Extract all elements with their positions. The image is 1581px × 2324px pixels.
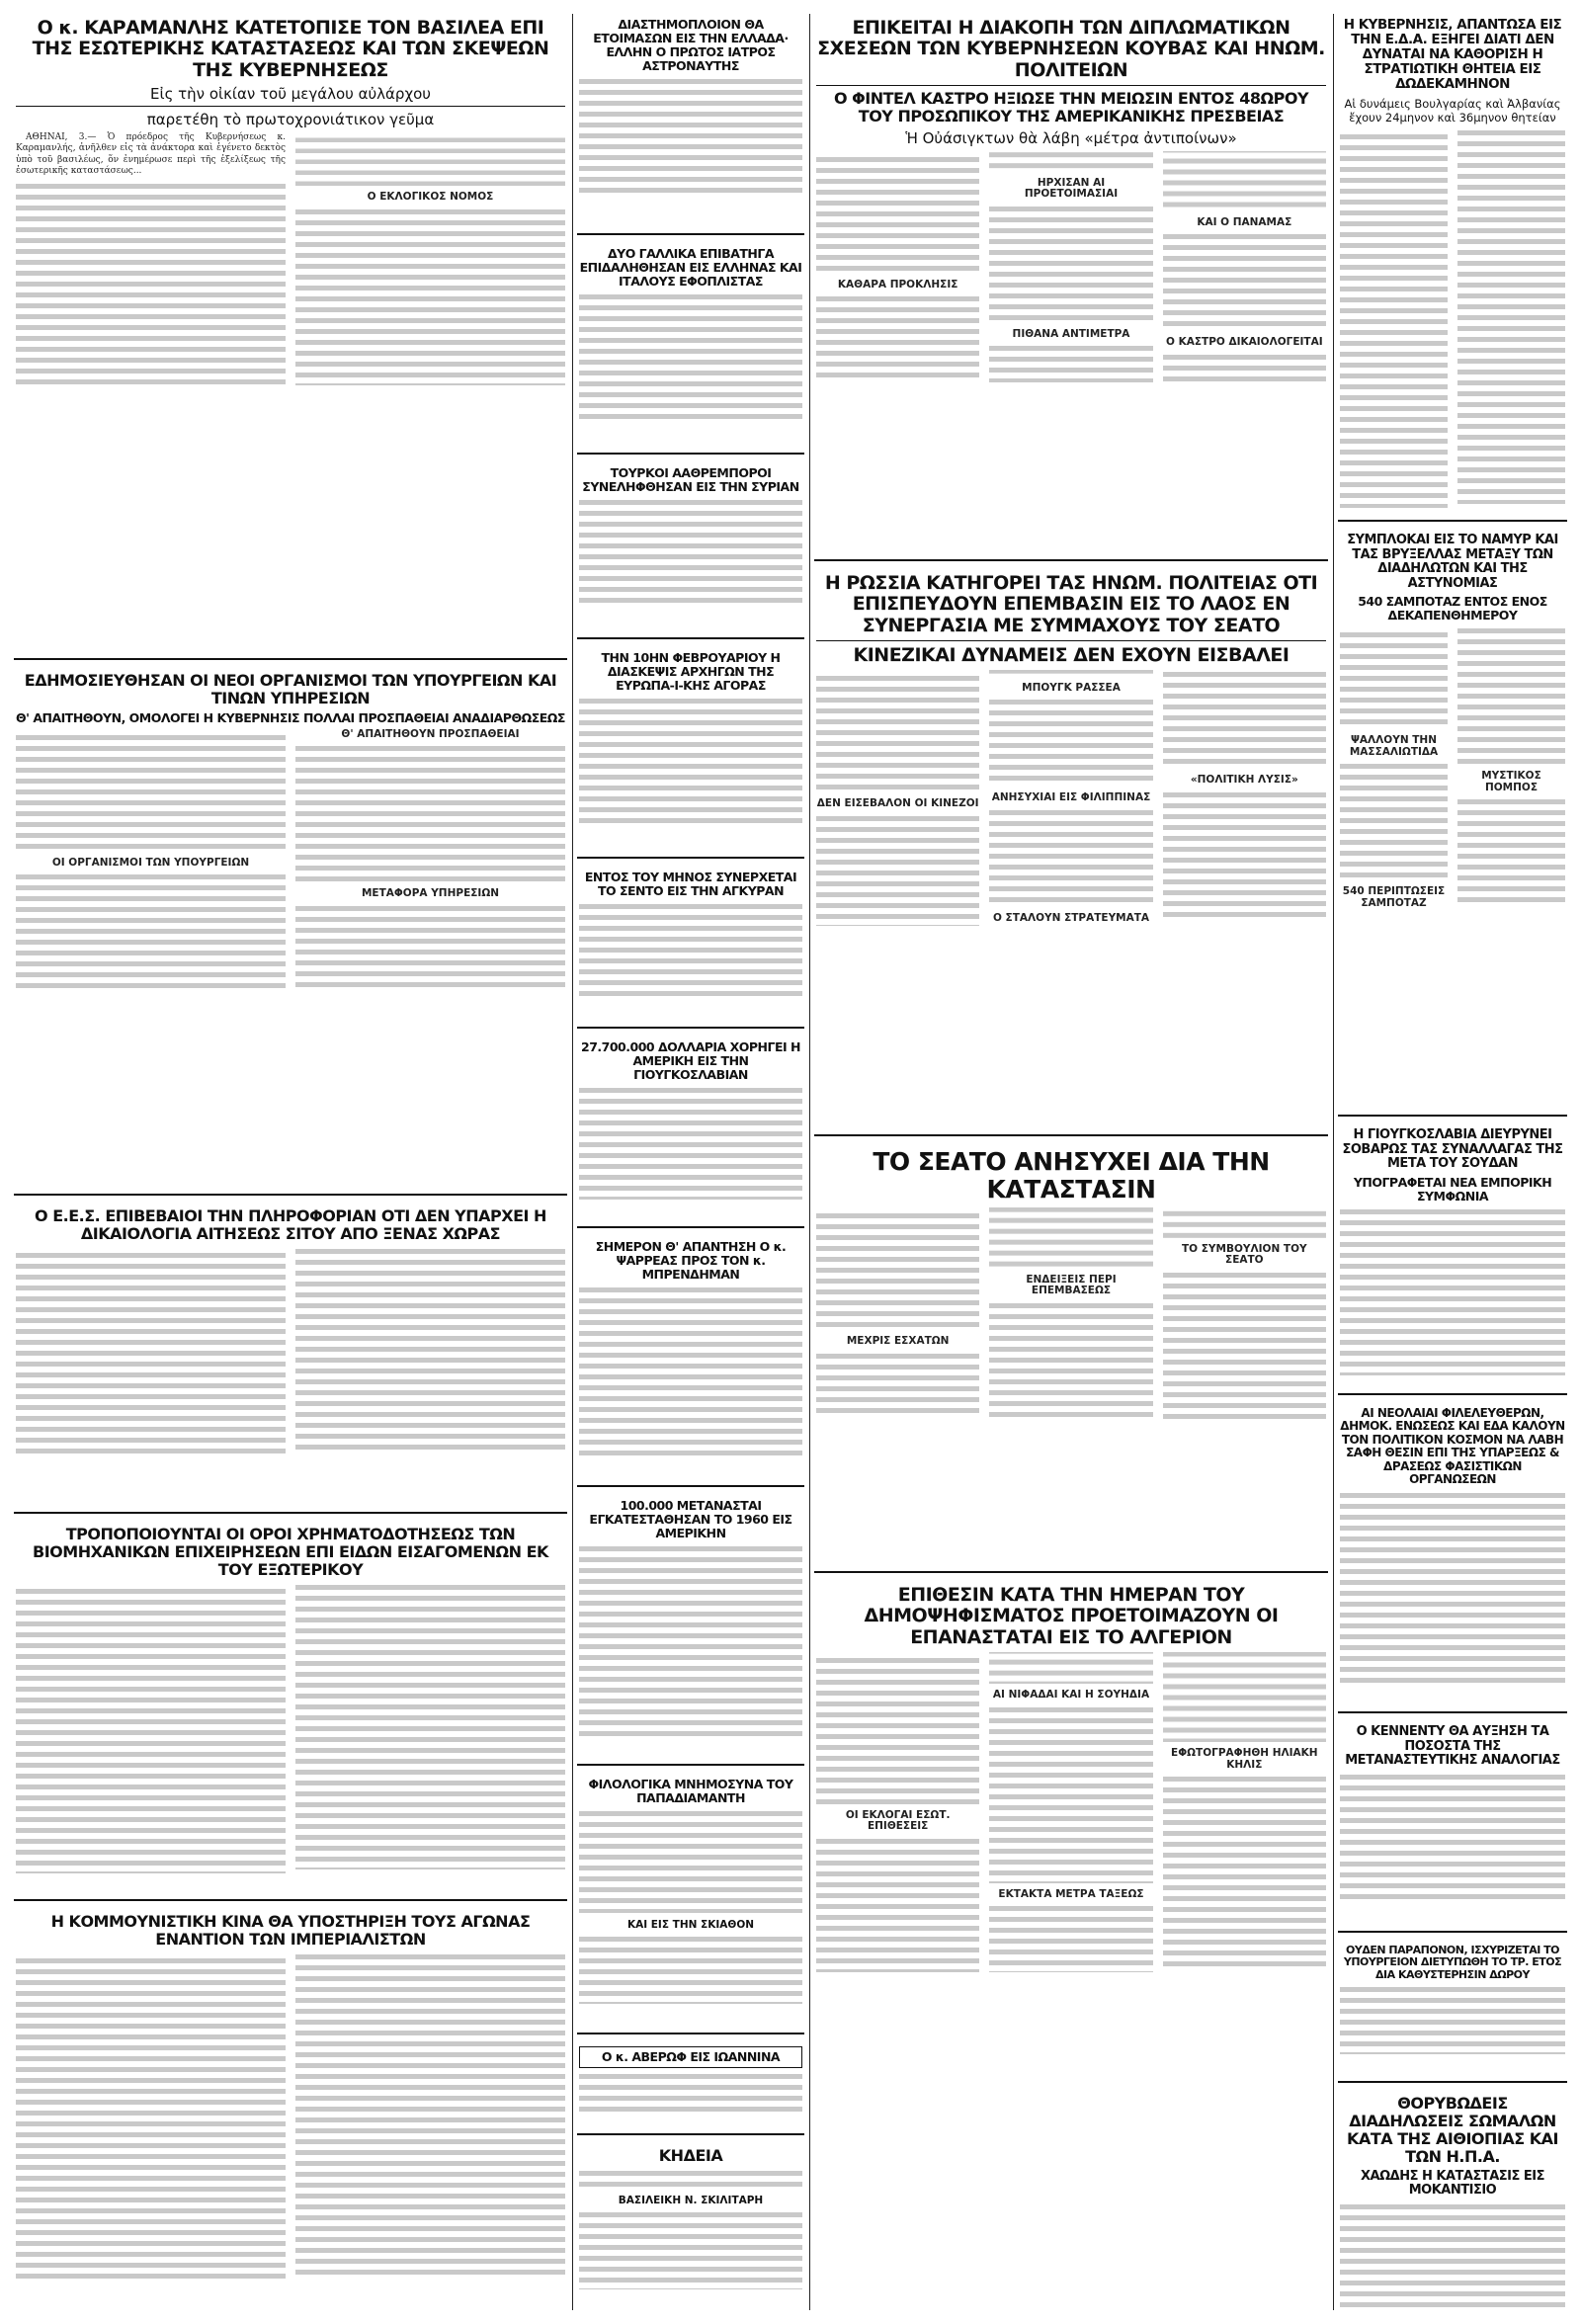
article-headline: ΤΗΝ 10ΗΝ ΦΕΒΡΟΥΑΡΙΟΥ Η ΔΙΑΣΚΕΨΙΣ ΑΡΧΗΓΩΝ ΤΗΣ ΕΥΡΩΠΑ-Ι-ΚΗΣ ΑΓΟΡΑΣ <box>601 650 781 693</box>
article-text-block <box>295 904 565 993</box>
article-subhead: ΚΑΘΑΡΑ ΠΡΟΚΛΗΣΙΣ <box>837 278 958 290</box>
article-text-block <box>16 1587 286 1873</box>
article-subhead: ΨΑΛΛΟΥΝ ΤΗΝ ΜΑΣΣΑΛΙΩΤΙΔΑ <box>1349 734 1439 758</box>
article-diastimoploion <box>577 14 804 235</box>
column-2 <box>577 14 804 2310</box>
article-body <box>1340 626 1565 910</box>
article-dollaria <box>577 1037 804 1228</box>
article-kideia <box>577 2143 804 2303</box>
article-text-block <box>1163 1775 1326 1972</box>
article-subhead: «ΠΟΛΙΤΙΚΗ ΛΥΣΙΣ» <box>1190 774 1298 787</box>
article-karamanlis <box>14 14 567 660</box>
article-headline: ΕΔΗΜΟΣΙΕΥΘΗΣΑΝ ΟΙ ΝΕΟΙ ΟΡΓΑΝΙΣΜΟΙ ΤΩΝ ΥΠΟΥΡΓΕΙΩΝ ΚΑΙ ΤΙΝΩΝ ΥΠΗΡΕΣΙΩΝ <box>24 671 557 707</box>
article-text-block <box>579 2210 802 2289</box>
article-deck: παρετέθη τὸ πρωτοχρονιάτικον γεῦμα <box>146 110 435 128</box>
article-text-block <box>295 1247 565 1454</box>
article-paragraph: ΑΘΗΝΑΙ, 3.— Ὁ πρόεδρος τῆς Κυβερνήσεως κ. Καραμανλής, ἀνῆλθεν εἰς τὰ ἀνάκτορα καὶ ἐγένετο δεκτὸς ὑπὸ τοῦ βασιλέως, ὅν ἐνημέρωσε περὶ τῆς ἐξελίξεως τῆς ἐσωτερικῆς καταστάσεως... <box>16 131 286 177</box>
article-text-block <box>1340 1491 1565 1689</box>
article-body <box>16 1952 565 2282</box>
article-text-block <box>1340 1773 1565 1901</box>
kideia-name: ΒΑΣΙΛΕΙΚΗ Ν. ΣΚΙΛΙΤΑΡΗ <box>618 2194 764 2206</box>
article-text-block <box>816 674 979 792</box>
article-neolaiai <box>1338 1403 1567 1713</box>
article-subhead: ΑΙ ΝΙΦΑΔΑΙ ΚΑΙ Η ΣΟΥΗΔΙΑ <box>992 1689 1150 1702</box>
article-text-block <box>295 744 565 882</box>
article-tourkoi <box>577 462 804 639</box>
article-gallika-epivatiga <box>577 243 804 455</box>
article-text-block <box>579 77 802 196</box>
article-text-block <box>816 1211 979 1330</box>
article-headline: ΕΠΙΚΕΙΤΑΙ Η ΔΙΑΚΟΠΗ ΤΩΝ ΔΙΠΛΩΜΑΤΙΚΩΝ ΣΧΕΣΕΩΝ ΤΩΝ ΚΥΒΕΡΝΗΣΕΩΝ ΚΟΥΒΑΣ ΚΑΙ ΗΝΩΜ. ΠΟΛΙΤΕΙΩΝ <box>817 17 1325 81</box>
article-kina <box>14 1909 567 2310</box>
article-deck: ΚΙΝΕΖΙΚΑΙ ΔΥΝΑΜΕΙΣ ΔΕΝ ΕΧΟΥΝ ΕΙΣΒΑΛΕΙ <box>853 643 1290 666</box>
article-body <box>816 670 1326 926</box>
article-seato <box>814 1144 1328 1573</box>
article-deck: Αἱ δυνάμεις Βουλγαρίας καὶ Ἀλβανίας ἔχουν 24μηνον καὶ 36μηνον θητείαν <box>1344 96 1561 124</box>
article-body <box>816 1207 1326 1419</box>
article-subhead: ΗΡΧΙΣΑΝ ΑΙ ΠΡΟΕΤΟΙΜΑΣΙΑΙ <box>1024 176 1119 201</box>
article-text-block <box>579 1544 802 1742</box>
article-text-block <box>1163 353 1326 382</box>
article-namyr <box>1338 530 1567 1117</box>
article-headline: Η ΚΥΒΕΡΝΗΣΙΣ, ΑΠΑΝΤΩΣΑ ΕΙΣ ΤΗΝ Ε.Δ.Α. ΕΞΗΓΕΙ ΔΙΑΤΙ ΔΕΝ ΔΥΝΑΤΑΙ ΝΑ ΚΑΘΟΡΙΣΗ Η ΣΤΡΑΤΙΩΤΙΚΗ ΘΗΤΕΙΑ ΕΙΣ ΔΩΔΕΚΑΜΗΝΟΝ <box>1343 17 1562 93</box>
article-text-block <box>579 697 802 825</box>
article-text-block <box>579 1935 802 2004</box>
article-text-block <box>1340 1985 1565 2054</box>
article-xrimatodotiseis <box>14 1522 567 1901</box>
article-text-block <box>579 1809 802 1913</box>
article-text-block <box>1163 232 1326 331</box>
article-headline: ΟΥΔΕΝ ΠΑΡΑΠΟΝΟΝ, ΙΣΧΥΡΙΖΕΤΑΙ ΤΟ ΥΠΟΥΡΓΕΙΟΝ ΔΙΕΤΥΠΩΘΗ ΤΟ ΤΡ. ΕΤΟΣ ΔΙΑ ΚΑΘΥΣΤΕΡΗΣΙΝ ΔΩΡΟΥ <box>1343 1944 1562 1981</box>
article-thiteia <box>1338 14 1567 522</box>
article-deck: Εἰς τὴν οἰκίαν τοῦ μεγάλου αὐλάρχου <box>16 85 565 107</box>
divider <box>816 85 1326 86</box>
article-body <box>16 1247 565 1458</box>
article-rossia-laos <box>814 569 1328 1136</box>
column-3 <box>814 14 1328 2310</box>
article-body <box>816 1652 1326 1972</box>
article-text-block <box>1340 1207 1565 1375</box>
article-headline: ΑΙ ΝΕΟΛΑΙΑΙ ΦΙΛΕΛΕΥΘΕΡΩΝ, ΔΗΜΟΚ. ΕΝΩΣΕΩΣ ΚΑΙ ΕΔΑ ΚΑΛΟΥΝ ΤΟΝ ΠΟΛΙΤΙΚΟΝ ΚΟΣΜΟΝ ΝΑ ΛΑΒΗ ΣΑΦΗ ΘΕΣΙΝ ΕΠΙ ΤΗΣ ΥΠΑΡΞΕΩΣ & ΔΡΑΣΕΩΣ ΦΑΣΙΣΤΙΚΩΝ ΟΡΓΑΝΩΣΕΩΝ <box>1340 1406 1565 1487</box>
article-text-block <box>989 808 1152 907</box>
article-text-block <box>1457 626 1565 765</box>
article-sento <box>577 867 804 1029</box>
article-text-block <box>16 733 286 852</box>
article-subhead: ΟΙ ΟΡΓΑΝΙΣΜΟΙ ΤΩΝ ΥΠΟΥΡΓΕΙΩΝ <box>51 856 250 869</box>
article-headline: Η ΡΩΣΣΙΑ ΚΑΤΗΓΟΡΕΙ ΤΑΣ ΗΝΩΜ. ΠΟΛΙΤΕΙΑΣ ΟΤΙ ΕΠΙΣΠΕΥΔΟΥΝ ΕΠΕΜΒΑΣΙΝ ΕΙΣ ΤΟ ΛΑΟΣ ΕΝ ΣΥΝΕΡΓΑΣΙΑ ΜΕ ΣΥΜΜΑΧΟΥΣ ΤΟΥ ΣΕΑΤΟ <box>824 572 1318 636</box>
article-text-block <box>1457 128 1565 504</box>
article-headline: ΤΟ ΣΕΑΤΟ ΑΝΗΣΥΧΕΙ ΔΙΑ ΤΗΝ ΚΑΤΑΣΤΑΣΙΝ <box>873 1147 1270 1204</box>
article-headline: Η ΚΟΜΜΟΥΝΙΣΤΙΚΗ ΚΙΝΑ ΘΑ ΥΠΟΣΤΗΡΙΞΗ ΤΟΥΣ ΑΓΩΝΑΣ ΕΝΑΝΤΙΟΝ ΤΩΝ ΙΜΠΕΡΙΑΛΙΣΤΩΝ <box>50 1912 531 1949</box>
article-subhead: ΔΕΝ ΕΙΣΕΒΑΛΟΝ ΟΙ ΚΙΝΕΖΟΙ <box>816 797 979 810</box>
article-kouva <box>814 14 1328 561</box>
divider <box>816 640 1326 641</box>
article-subhead: ΕΝΔΕΙΞΕΙΣ ΠΕΡΙ ΕΠΕΜΒΑΣΕΩΣ <box>1026 1273 1117 1297</box>
article-headline: ΤΟΥΡΚΟΙ ΑΑΘΡΕΜΠΟΡΟΙ ΣΥΝΕΛΗΦΘΗΣΑΝ ΕΙΣ ΤΗΝ ΣΥΡΙΑΝ <box>582 465 799 494</box>
article-subhead: Ο ΣΤΑΛΟΥΝ ΣΤΡΑΤΕΥΜΑΤΑ <box>992 911 1150 924</box>
article-subhead: ΟΙ ΕΚΛΟΓΑΙ ΕΣΩΤ. ΕΠΙΘΕΣΕΙΣ <box>845 1808 951 1833</box>
article-headline: ΔΥΟ ΓΑΛΛΙΚΑ ΕΠΙΒΑΤΗΓΑ ΕΠΙΔΑΛΗΘΗΣΑΝ ΕΙΣ ΕΛΛΗΝΑΣ ΚΑΙ ΙΤΑΛΟΥΣ ΕΦΟΠΛΙΣΤΑΣ <box>579 246 802 289</box>
article-headline: ΦΙΛΟΛΟΓΙΚΑ ΜΝΗΜΟΣΥΝΑ ΤΟΥ ΠΑΠΑΔΙΑΜΑΝΤΗ <box>588 1777 793 1805</box>
article-deck: ΥΠΟΓΡΑΦΕΤΑΙ ΝΕΑ ΕΜΠΟΡΙΚΗ ΣΥΜΦΩΝΙΑ <box>1353 1174 1552 1204</box>
article-subhead: Ο ΕΚΛΟΓΙΚΟΣ ΝΟΜΟΣ <box>367 191 494 204</box>
article-giougkoslavia-soudan <box>1338 1124 1567 1395</box>
article-headline: ΤΡΟΠΟΠΟΙΟΥΝΤΑΙ ΟΙ ΟΡΟΙ ΧΡΗΜΑΤΟΔΟΤΗΣΕΩΣ ΤΩΝ ΒΙΟΜΗΧΑΝΙΚΩΝ ΕΠΙΧΕΙΡΗΣΕΩΝ ΕΠΙ ΕΙΔΩΝ ΕΙΣΑΓΟΜΕΝΩΝ ΕΚ ΤΟΥ ΕΞΩΤΕΡΙΚΟΥ <box>33 1525 548 1579</box>
article-doron <box>1338 1941 1567 2083</box>
article-text-block <box>989 205 1152 323</box>
article-headline: ΕΝΤΟΣ ΤΟΥ ΜΗΝΟΣ ΣΥΝΕΡΧΕΤΑΙ ΤΟ ΣΕΝΤΟ ΕΙΣ ΤΗΝ ΑΓΚΥΡΑΝ <box>584 870 797 898</box>
article-subhead: ΜΕΧΡΙΣ ΕΣΧΑΤΩΝ <box>846 1335 950 1347</box>
column-rule <box>809 14 810 2310</box>
article-deck: ΧΑΩΔΗΣ Η ΚΑΤΑΣΤΑΣΙΣ ΕΙΣ ΜΟΚΑΝΤΙΣΙΟ <box>1361 2168 1544 2199</box>
article-headline: Η ΓΙΟΥΓΚΟΣΛΑΒΙΑ ΔΙΕΥΡΥΝΕΙ ΣΟΒΑΡΩΣ ΤΑΣ ΣΥΝΑΛΛΑΓΑΣ ΤΗΣ ΜΕΤΑ ΤΟΥ ΣΟΥΔΑΝ <box>1342 1127 1563 1172</box>
article-headline: Ο κ. ΚΑΡΑΜΑΝΛΗΣ ΚΑΤΕΤΟΠΙΣΕ ΤΟΝ ΒΑΣΙΛΕΑ ΕΠΙ ΤΗΣ ΕΣΩΤΕΡΙΚΗΣ ΚΑΤΑΣΤΑΣΕΩΣ ΚΑΙ ΤΩΝ ΣΚΕΨΕΩΝ ΤΗΣ ΚΥΒΕΡΝΗΣΕΩΣ <box>32 17 549 81</box>
article-deck: Ο ΦΙΝΤΕΛ ΚΑΣΤΡΟ ΗΞΙΩΣΕ ΤΗΝ ΜΕΙΩΣΙΝ ΕΝΤΟΣ 48ΩΡΟΥ ΤΟΥ ΠΡΟΣΩΠΙΚΟΥ ΤΗΣ ΑΜΕΡΙΚΑΝΙΚΗΣ ΠΡΕΣΒΕΙΑΣ <box>833 88 1309 125</box>
article-body <box>16 1583 565 1873</box>
article-deck: Θ' ΑΠΑΙΤΗΘΟΥΝ, ΟΜΟΛΟΓΕΙ Η ΚΥΒΕΡΝΗΣΙΣ ΠΟΛΛΑΙ ΠΡΟΣΠΑΘΕΙΑΙ ΑΝΑΔΙΑΡΘΩΣΕΩΣ <box>16 709 565 725</box>
article-subhead: ΜΕΤΑΦΟΡΑ ΥΠΗΡΕΣΙΩΝ <box>361 887 500 900</box>
article-body <box>1340 128 1565 508</box>
article-subhead: ΑΝΗΣΥΧΙΑΙ ΕΙΣ ΦΙΛΙΠΠΙΝΑΣ <box>991 791 1151 804</box>
article-text-block <box>295 208 565 385</box>
article-somaloi <box>1338 2091 1567 2310</box>
article-headline: Ο ΚΕΝΝΕΝΤΥ ΘΑ ΑΥΞΗΣΗ ΤΑ ΠΟΣΟΣΤΑ ΤΗΣ ΜΕΤΑΝΑΣΤΕΥΤΙΚΗΣ ΑΝΑΛΟΓΙΑΣ <box>1345 1724 1560 1769</box>
article-algerion <box>814 1581 1328 2310</box>
article-sitos <box>14 1204 567 1514</box>
article-subhead: ΚΑΙ ΕΙΣ ΤΗΝ ΣΚΙΑΘΟΝ <box>626 1919 755 1931</box>
article-text-block <box>1340 630 1448 729</box>
article-text-block <box>1340 2202 1565 2310</box>
article-subhead: ΕΦΩΤΟΓΡΑΦΗΘΗ ΗΛΙΑΚΗ ΚΗΛΙΣ <box>1171 1747 1318 1771</box>
article-text-block <box>579 498 802 607</box>
article-deck: 540 ΣΑΜΠΟΤΑΖ ΕΝΤΟΣ ΕΝΟΣ ΔΕΚΑΠΕΝΘΗΜΕΡΟΥ <box>1358 594 1547 623</box>
article-text-block <box>579 292 802 421</box>
article-text-block <box>816 1656 979 1804</box>
article-evropaiki-agora <box>577 647 804 859</box>
article-subhead: ΠΙΘΑΝΑ ΑΝΤΙΜΕΤΡΑ <box>1012 327 1130 340</box>
article-body <box>816 151 1326 382</box>
column-1 <box>14 14 567 2310</box>
column-rule <box>572 14 573 2310</box>
article-headline: ΔΙΑΣΤΗΜΟΠΛΟΙΟΝ ΘΑ ΕΤΟΙΜΑΣΩΝ ΕΙΣ ΤΗΝ ΕΛΛΑΔΑ· ΕΛΛΗΝ Ο ΠΡΩΤΟΣ ΙΑΤΡΟΣ ΑΣΤΡΟΝΑΥΤΗΣ <box>593 17 789 73</box>
article-subhead: ΜΥΣΤΙΚΟΣ ΠΟΜΠΟΣ <box>1481 770 1541 793</box>
article-text-block <box>1340 762 1448 880</box>
article-text-block <box>579 1286 802 1458</box>
article-subhead: ΜΠΟΥΓΚ ΡΑΣΣΕΑ <box>1022 681 1121 694</box>
article-text-block <box>579 2169 802 2189</box>
article-text-block <box>1163 1271 1326 1419</box>
article-metanastai <box>577 1495 804 1766</box>
article-text-block <box>1340 132 1448 508</box>
column-4 <box>1338 14 1567 2310</box>
article-headline: Ο κ. ΑΒΕΡΩΦ ΕΙΣ ΙΩΑΝΝΙΝΑ <box>579 2046 802 2068</box>
article-headline: ΣΗΜΕΡΟΝ Θ' ΑΠΑΝΤΗΣΗ Ο κ. ΨΑΡΡΕΑΣ ΠΡΟΣ ΤΟΝ κ. ΜΠΡΕΝΔΗΜΑΝ <box>595 1239 787 1282</box>
article-kennenty <box>1338 1721 1567 1933</box>
article-averof <box>577 2042 804 2135</box>
article-headline: ΚΗΔΕΙΑ <box>658 2146 723 2165</box>
article-headline: Ο Ε.Ε.Σ. ΕΠΙΒΕΒΑΙΟΙ ΤΗΝ ΠΛΗΡΟΦΟΡΙΑΝ ΟΤΙ ΔΕΝ ΥΠΑΡΧΕΙ Η ΔΙΚΑΙΟΛΟΓΙΑ ΑΙΤΗΣΕΩΣ ΣΙΤΟΥ ΑΠΟ ΞΕΝΑΣ ΧΩΡΑΣ <box>35 1206 546 1243</box>
article-papadiamantis <box>577 1774 804 2034</box>
article-text-block <box>16 1251 286 1458</box>
article-headline: 27.700.000 ΔΟΛΛΑΡΙΑ ΧΟΡΗΓΕΙ Η ΑΜΕΡΙΚΗ ΕΙΣ ΤΗΝ ΓΙΟΥΓΚΟΣΛΑΒΙΑΝ <box>581 1039 800 1082</box>
article-text-block <box>1163 790 1326 919</box>
article-psarreas <box>577 1236 804 1487</box>
article-text-block <box>295 1583 565 1869</box>
article-text-block <box>579 902 802 996</box>
article-headline: 100.000 ΜΕΤΑΝΑΣΤΑΙ ΕΓΚΑΤΕΣΤΑΘΗΣΑΝ ΤΟ 1960 ΕΙΣ ΑΜΕΡΙΚΗΝ <box>589 1498 792 1540</box>
article-organismoi <box>14 668 567 1196</box>
article-text-block <box>816 155 979 274</box>
article-text-block <box>1457 797 1565 906</box>
article-subhead: 540 ΠΕΡΙΠΤΩΣΕΙΣ ΣΑΜΠΟΤΑΖ <box>1342 885 1446 909</box>
article-text-block <box>16 872 286 991</box>
article-headline: ΕΠΙΘΕΣΙΝ ΚΑΤΑ ΤΗΝ ΗΜΕΡΑΝ ΤΟΥ ΔΗΜΟΨΗΦΙΣΜΑΤΟΣ ΠΡΟΕΤΟΙΜΑΖΟΥΝ ΟΙ ΕΠΑΝΑΣΤΑΤΑΙ ΕΙΣ ΤΟ ΑΛΓΕΡΙΟΝ <box>864 1584 1279 1648</box>
article-subhead: Θ' ΑΠΑΙΤΗΘΟΥΝ ΠΡΟΣΠΑΘΕΙΑΙ <box>341 727 520 740</box>
article-body <box>16 729 565 995</box>
article-subhead: ΚΑΙ Ο ΠΑΝΑΜΑΣ <box>1197 215 1292 228</box>
article-deck: Ἡ Οὐάσιγκτων θὰ λάβη «μέτρα ἀντιποίνων» <box>905 128 1237 147</box>
column-rule <box>1333 14 1334 2310</box>
article-text-block <box>295 1952 565 2279</box>
article-headline: ΣΥΜΠΛΟΚΑΙ ΕΙΣ ΤΟ ΝΑΜΥΡ ΚΑΙ ΤΑΣ ΒΡΥΞΕΛΛΑΣ ΜΕΤΑΞΥ ΤΩΝ ΔΙΑΔΗΛΩΤΩΝ ΚΑΙ ΤΗΣ ΑΣΤΥΝΟΜΙΑΣ <box>1347 533 1558 591</box>
article-subhead: Ο ΚΑΣΤΡΟ ΔΙΚΑΙΟΛΟΓΕΙΤΑΙ <box>1166 336 1323 349</box>
article-headline: ΘΟΡΥΒΩΔΕΙΣ ΔΙΑΔΗΛΩΣΕΙΣ ΣΩΜΑΛΩΝ ΚΑΤΑ ΤΗΣ ΑΙΘΙΟΠΙΑΣ ΚΑΙ ΤΩΝ Η.Π.Α. <box>1347 2094 1558 2166</box>
article-text-block <box>16 1956 286 2282</box>
article-text-block <box>989 1705 1152 1883</box>
article-subhead: ΤΟ ΣΥΜΒΟΥΛΙΟΝ ΤΟΥ ΣΕΑΤΟ <box>1182 1242 1307 1267</box>
article-subhead: ΕΚΤΑΚΤΑ ΜΕΤΡΑ ΤΑΞΕΩΣ <box>998 1887 1144 1900</box>
article-text-block <box>1163 670 1326 769</box>
article-text-block <box>989 698 1152 787</box>
article-text-block <box>579 2072 802 2112</box>
article-body <box>16 132 565 385</box>
article-text-block <box>579 1086 802 1200</box>
